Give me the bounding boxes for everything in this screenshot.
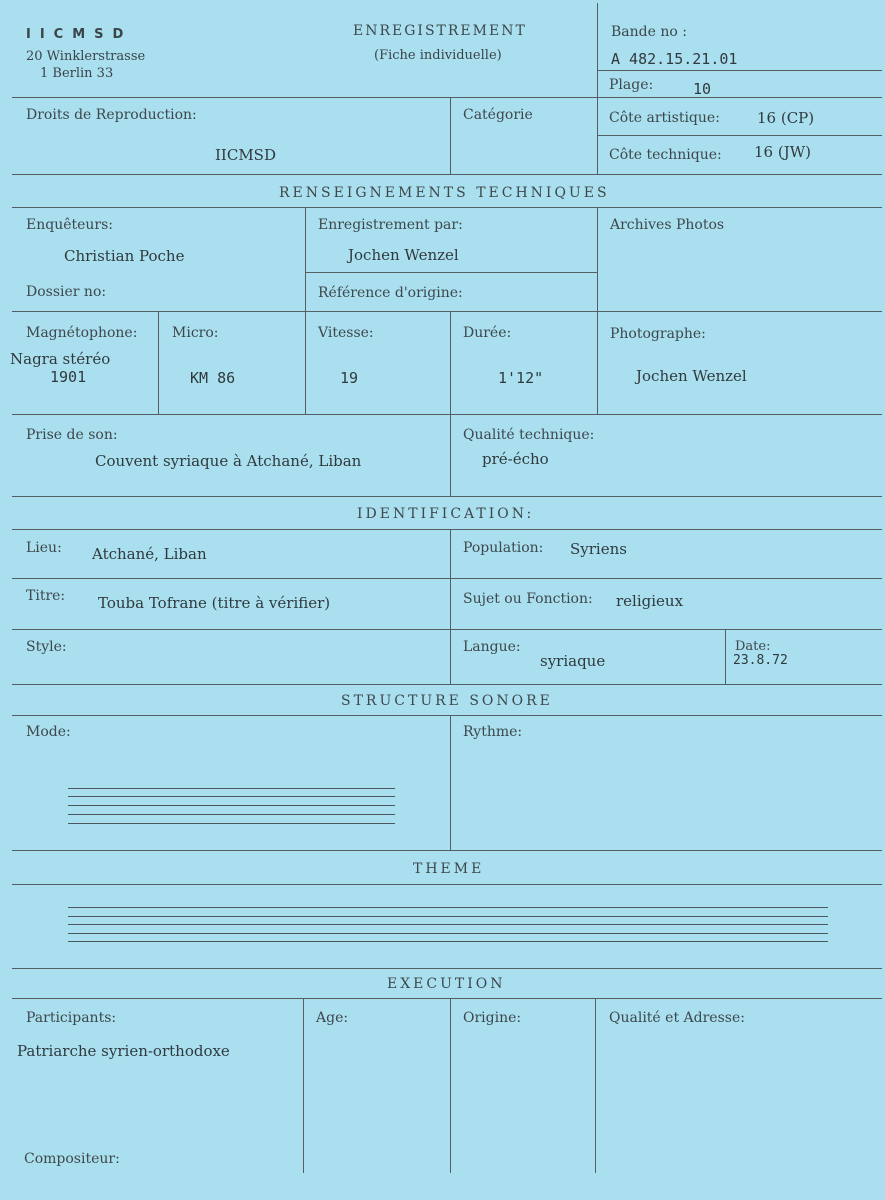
vrule-vitesse-duree <box>450 311 451 414</box>
participants-value: Patriarche syrien-orthodoxe <box>17 1042 230 1060</box>
rule-execution-title <box>12 998 882 999</box>
duree-label: Durée: <box>463 325 512 341</box>
origine-label: Origine: <box>463 1010 522 1026</box>
address-line2: 1 Berlin 33 <box>40 66 114 81</box>
date-value: 23.8.72 <box>733 653 788 668</box>
vrule-header-right <box>597 3 598 97</box>
vrule-categorie-right <box>597 97 598 174</box>
rule-bande-plage <box>597 70 882 71</box>
rule-magneto-bottom <box>12 414 882 415</box>
mode-staff-line-2 <box>68 796 395 797</box>
population-value: Syriens <box>570 540 627 558</box>
photographe-value: Jochen Wenzel <box>636 367 747 385</box>
plage-label: Plage: <box>609 77 654 93</box>
enqueteurs-label: Enquêteurs: <box>26 217 114 233</box>
droits-value: IICMSD <box>215 146 276 164</box>
cote-artistique-label: Côte artistique: <box>609 110 720 126</box>
rythme-label: Rythme: <box>463 724 523 740</box>
section-structure-title: STRUCTURE SONORE <box>341 693 553 709</box>
mode-staff-line-4 <box>68 814 395 815</box>
rule-titre-bottom <box>12 629 882 630</box>
org-name: IICMSD <box>26 27 133 42</box>
vrule-duree-photo <box>597 311 598 414</box>
bande-value: A 482.15.21.01 <box>611 50 738 68</box>
archives-photos-label: Archives Photos <box>610 217 725 233</box>
vrule-origine-qualite <box>595 998 596 1173</box>
sujet-fonction-value: religieux <box>616 592 684 610</box>
form-subtitle: (Fiche individuelle) <box>374 48 502 63</box>
mode-staff-line-5 <box>68 823 395 824</box>
rule-header-bottom <box>12 97 882 98</box>
section-identification-title: IDENTIFICATION: <box>357 506 535 522</box>
vrule-langue-date <box>725 629 726 684</box>
section-technique-title: RENSEIGNEMENTS TECHNIQUES <box>279 185 610 201</box>
prise-de-son-label: Prise de son: <box>26 427 118 443</box>
vrule-archives-left <box>597 207 598 311</box>
cote-artistique-value: 16 (CP) <box>757 109 815 127</box>
enregistrement-par-label: Enregistrement par: <box>318 217 463 233</box>
section-theme-title: THEME <box>413 861 485 877</box>
duree-value: 1'12" <box>498 369 544 387</box>
lieu-value: Atchané, Liban <box>92 545 207 563</box>
theme-staff-line-3 <box>68 924 828 925</box>
participants-label: Participants: <box>26 1010 117 1026</box>
rule-tech-title <box>12 207 882 208</box>
vitesse-value: 19 <box>340 369 359 387</box>
droits-label: Droits de Reproduction: <box>26 107 197 123</box>
prise-de-son-value: Couvent syriaque à Atchané, Liban <box>95 452 362 470</box>
enqueteurs-value: Christian Poche <box>64 247 185 265</box>
vitesse-label: Vitesse: <box>318 325 374 341</box>
magnetophone-value2: 1901 <box>50 368 87 386</box>
vrule-micro-vitesse <box>305 311 306 414</box>
langue-label: Langue: <box>463 639 521 655</box>
vrule-ident-mid <box>450 529 451 684</box>
cote-technique-label: Côte technique: <box>609 147 722 163</box>
plage-value: 10 <box>693 80 712 98</box>
titre-label: Titre: <box>26 588 66 604</box>
magnetophone-label: Magnétophone: <box>26 325 138 341</box>
mode-label: Mode: <box>26 724 71 740</box>
section-execution-title: EXECUTION <box>387 976 506 992</box>
vrule-enq-right <box>305 207 306 311</box>
compositeur-label: Compositeur: <box>24 1151 120 1167</box>
cote-technique-value: 16 (JW) <box>754 143 811 161</box>
rule-ident-title <box>12 529 882 530</box>
rule-lieu-bottom <box>12 578 882 579</box>
rule-style-bottom <box>12 684 882 685</box>
date-label: Date: <box>735 639 771 654</box>
rule-enq-dossier <box>305 272 597 273</box>
vrule-categorie-left <box>450 97 451 174</box>
mode-staff-line-1 <box>68 788 395 789</box>
vrule-prise-qualite <box>450 414 451 496</box>
rule-structure-bottom <box>12 850 882 851</box>
rule-cotes <box>597 135 882 136</box>
enregistrement-par-value: Jochen Wenzel <box>348 246 459 264</box>
population-label: Population: <box>463 540 544 556</box>
rule-tech-top <box>12 174 882 175</box>
micro-label: Micro: <box>172 325 219 341</box>
qualite-adresse-label: Qualité et Adresse: <box>609 1010 745 1026</box>
qualite-technique-label: Qualité technique: <box>463 427 595 443</box>
theme-staff-line-4 <box>68 933 828 934</box>
vrule-magneto-micro <box>158 311 159 414</box>
dossier-label: Dossier no: <box>26 284 107 300</box>
photographe-label: Photographe: <box>610 326 706 342</box>
theme-staff-line-1 <box>68 907 828 908</box>
reference-label: Référence d'origine: <box>318 285 463 301</box>
sujet-fonction-label: Sujet ou Fonction: <box>463 591 593 607</box>
lieu-label: Lieu: <box>26 540 62 556</box>
rule-theme-bottom <box>12 968 882 969</box>
theme-staff-line-2 <box>68 916 828 917</box>
mode-staff-line-3 <box>68 805 395 806</box>
rule-structure-title <box>12 715 882 716</box>
bande-label: Bande no : <box>611 24 687 40</box>
magnetophone-value1: Nagra stéréo <box>10 350 111 368</box>
rule-theme-title <box>12 884 882 885</box>
titre-value: Touba Tofrane (titre à vérifier) <box>98 594 331 612</box>
theme-staff-line-5 <box>68 941 828 942</box>
style-label: Style: <box>26 639 67 655</box>
vrule-mode-rythme <box>450 715 451 850</box>
vrule-part-age <box>303 998 304 1173</box>
age-label: Age: <box>316 1010 349 1026</box>
micro-value: KM 86 <box>190 369 236 387</box>
categorie-label: Catégorie <box>463 107 533 123</box>
rule-dossier-bottom <box>12 311 882 312</box>
address-line1: 20 Winklerstrasse <box>26 49 146 64</box>
rule-prise-bottom <box>12 496 882 497</box>
vrule-age-origine <box>450 998 451 1173</box>
langue-value: syriaque <box>540 652 606 670</box>
qualite-technique-value: pré-écho <box>482 450 549 468</box>
form-title: ENREGISTREMENT <box>353 23 527 39</box>
